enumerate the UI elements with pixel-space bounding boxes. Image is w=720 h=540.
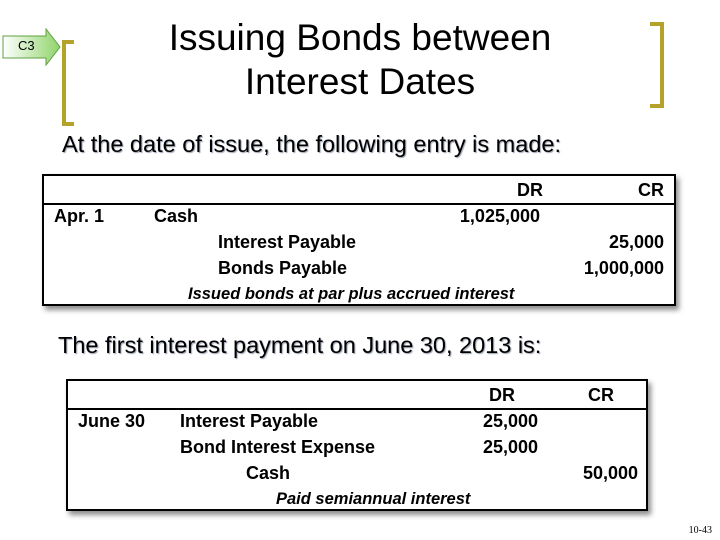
account-bonds-payable: Bonds Payable — [218, 258, 348, 278]
cr-header: CR — [588, 385, 614, 405]
title-line-1: Issuing Bonds between — [168, 17, 552, 58]
dr-amount-interest-payable: 25,000 — [482, 411, 538, 431]
account-cash: Cash — [154, 206, 199, 226]
dr-amount-bond-interest-expense: 25,000 — [482, 437, 538, 457]
objective-tag — [2, 28, 60, 64]
title-line-2: Interest Dates — [244, 61, 476, 102]
entry-date: June 30 — [78, 411, 146, 431]
header-divider — [68, 408, 646, 410]
cr-amount-cash: 50,000 — [582, 463, 638, 483]
slide-number: 10-43 — [688, 525, 712, 536]
cr-header: CR — [638, 180, 664, 200]
entry-memo: Issued bonds at par plus accrued interest — [188, 285, 515, 303]
account-cash: Cash — [246, 463, 291, 483]
cr-amount-bonds-payable: 1,000,000 — [583, 258, 664, 278]
subtitle-issue: At the date of issue, the following entry is made: — [62, 131, 561, 157]
right-bracket-decoration — [650, 22, 664, 108]
header-divider — [44, 203, 674, 205]
page-title — [100, 16, 620, 104]
entry-memo: Paid semiannual interest — [276, 490, 471, 508]
account-interest-payable: Interest Payable — [218, 232, 357, 252]
subtitle-interest-payment: The first interest payment on June 30, 2013 is: — [58, 332, 542, 358]
left-bracket-decoration — [62, 40, 74, 126]
entry-date: Apr. 1 — [54, 206, 105, 226]
dr-amount-cash: 1,025,000 — [459, 206, 540, 226]
tag-label: C3 — [18, 38, 35, 53]
cr-amount-interest-payable: 25,000 — [608, 232, 664, 252]
dr-header: DR — [517, 180, 543, 200]
journal-entry-issue — [42, 174, 676, 306]
dr-header: DR — [489, 385, 515, 405]
account-interest-payable: Interest Payable — [180, 411, 319, 431]
journal-entry-interest-payment — [66, 379, 648, 511]
account-bond-interest-expense: Bond Interest Expense — [180, 437, 376, 457]
